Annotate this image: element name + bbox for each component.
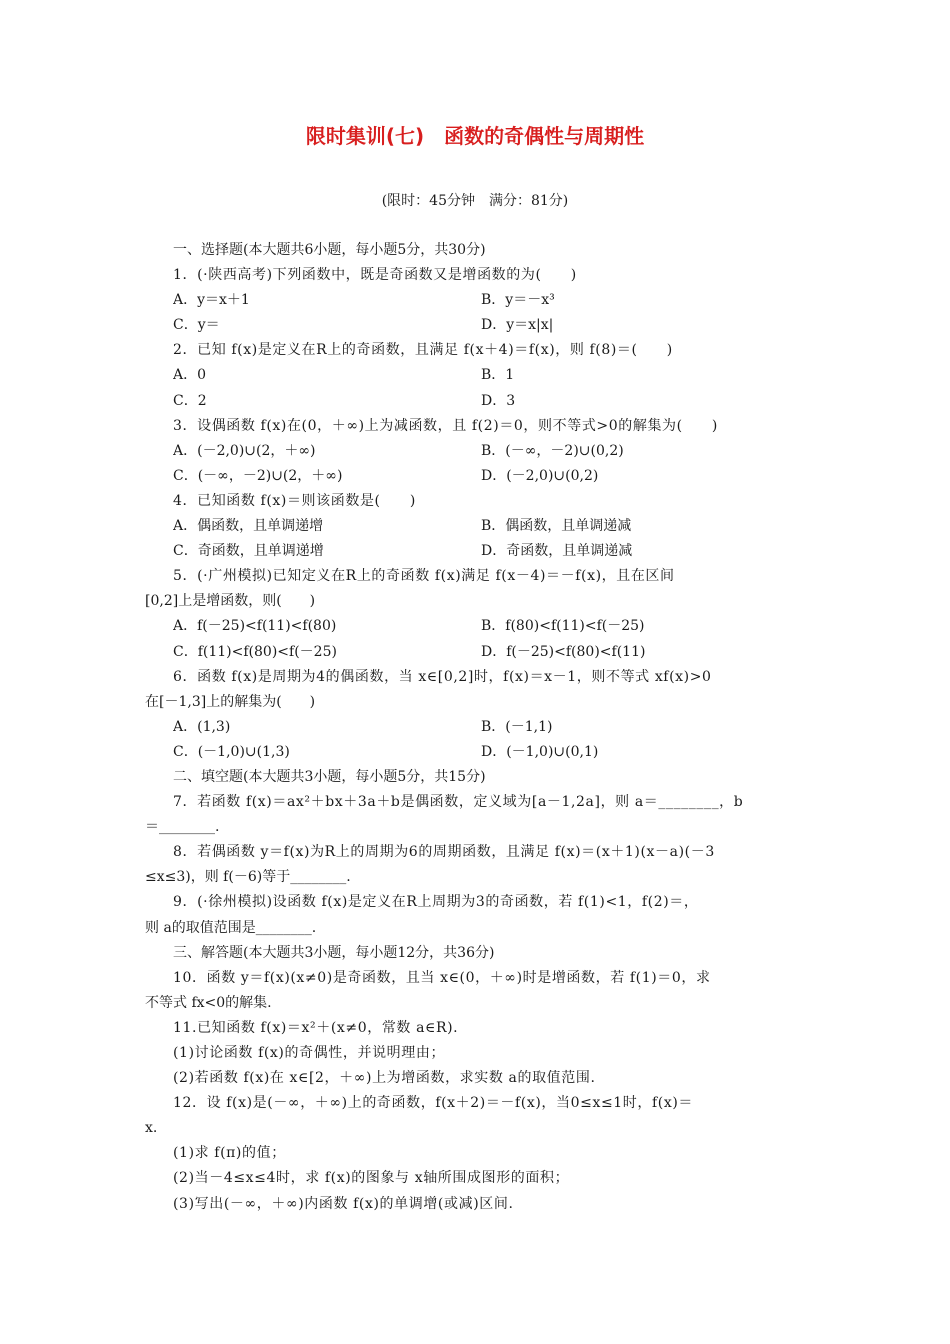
answer-option: C．y＝	[173, 317, 220, 334]
answer-option: A．偶函数，且单调递增	[173, 518, 324, 535]
question-text: 11.已知函数 f(x)＝x²＋(x≠0，常数 a∈R).	[173, 1019, 459, 1036]
question-text-continued: 不等式 fx<0的解集.	[145, 994, 272, 1011]
question-text: 5．(·广州模拟)已知定义在R上的奇函数 f(x)满足 f(x－4)＝－f(x)，且在区间	[173, 568, 675, 585]
question-text: 8．若偶函数 y＝f(x)为R上的周期为6的周期函数，且满足 f(x)＝(x＋1)(x－a)(－3	[173, 844, 715, 861]
answer-option: D．奇函数，且单调递减	[481, 543, 633, 560]
answer-option-row	[145, 439, 810, 464]
question-text: 9．(·徐州模拟)设函数 f(x)是定义在R上周期为3的奇函数，若 f(1)<1，f(2)＝，	[173, 894, 699, 911]
question-text: 4．已知函数 f(x)＝则该函数是( )	[173, 492, 416, 509]
time-limit-subtitle: (限时：45分钟 满分：81分)	[381, 193, 569, 209]
answer-option: C．奇函数，且单调递增	[173, 543, 324, 560]
answer-option: B．f(80)<f(11)<f(－25)	[481, 618, 645, 635]
answer-option: A．y＝x＋1	[173, 292, 250, 309]
question-text: 6．函数 f(x)是周期为4的偶函数，当 x∈[0,2]时，f(x)＝x－1，则不等式 xf(x)>0	[173, 668, 712, 685]
answer-option-row	[145, 389, 810, 414]
question-list	[145, 238, 810, 1217]
question-text-continued: [0,2]上是增函数，则( )	[145, 593, 316, 610]
question-text-continued: ≤x≤3)，则 f(－6)等于________.	[145, 869, 351, 886]
answer-option: B．y＝－x³	[481, 292, 555, 309]
question-text: (1)讨论函数 f(x)的奇偶性，并说明理由；	[173, 1045, 446, 1061]
answer-option-row	[145, 539, 810, 564]
question-text: 12．设 f(x)是(－∞，＋∞)上的奇函数，f(x＋2)＝－f(x)，当0≤x≤1时，f(x)＝	[173, 1095, 693, 1112]
question-text: (2)当－4≤x≤4时，求 f(x)的图象与 x轴所围成图形的面积；	[173, 1170, 570, 1187]
answer-option: B．1	[481, 367, 515, 384]
answer-option: A．0	[173, 367, 207, 384]
answer-option: A．(－2,0)∪(2，＋∞)	[173, 442, 316, 459]
page-title: 限时集训(七) 函数的奇偶性与周期性	[305, 124, 645, 148]
question-text-continued: ＝________.	[145, 819, 220, 836]
question-text: (2)若函数 f(x)在 x∈[2，＋∞)上为增函数，求实数 a的取值范围.	[173, 1070, 596, 1087]
answer-option-row	[145, 514, 810, 539]
answer-option-row	[145, 288, 810, 313]
answer-option-row	[145, 715, 810, 740]
question-text: 2．已知 f(x)是定义在R上的奇函数，且满足 f(x＋4)＝f(x)，则 f(8)＝( )	[173, 342, 673, 359]
answer-option-row	[145, 740, 810, 765]
answer-option: B．(－1,1)	[481, 718, 553, 735]
answer-option: A．(1,3)	[173, 718, 231, 735]
question-text: (1)求 f(π)的值；	[173, 1145, 286, 1162]
answer-option: D．f(－25)<f(80)<f(11)	[481, 643, 646, 660]
answer-option: C．(－∞，－2)∪(2，＋∞)	[173, 467, 343, 484]
section-heading: 三、解答题(本大题共3小题，每小题12分，共36分)	[173, 944, 495, 961]
question-text: 10．函数 y＝f(x)(x≠0)是奇函数，且当 x∈(0，＋∞)时是增函数，若 f(1)＝0，求	[173, 969, 711, 986]
answer-option-row	[145, 313, 810, 338]
question-text-continued: x.	[145, 1120, 158, 1137]
question-text: (3)写出(－∞，＋∞)内函数 f(x)的单调增(或减)区间.	[173, 1195, 514, 1212]
answer-option: B．(－∞，－2)∪(0,2)	[481, 442, 624, 459]
section-heading: 二、填空题(本大题共3小题，每小题5分，共15分)	[173, 768, 486, 785]
answer-option: B．偶函数，且单调递减	[481, 518, 632, 535]
question-text: 7．若函数 f(x)＝ax²＋bx＋3a＋b是偶函数，定义域为[a－1,2a]，则 a＝________，b	[173, 794, 744, 811]
question-text: 3．设偶函数 f(x)在(0，＋∞)上为减函数，且 f(2)＝0，则不等式>0的解集为( )	[173, 417, 718, 434]
answer-option: D．3	[481, 392, 516, 409]
answer-option-row	[145, 464, 810, 489]
answer-option: D．(－1,0)∪(0,1)	[481, 743, 599, 760]
section-heading: 一、选择题(本大题共6小题，每小题5分，共30分)	[173, 242, 486, 258]
answer-option-row	[145, 640, 810, 665]
answer-option-row	[145, 363, 810, 388]
answer-option: D．(－2,0)∪(0,2)	[481, 467, 599, 484]
answer-option: C．2	[173, 392, 207, 409]
question-text: 1．(·陕西高考)下列函数中，既是奇函数又是增函数的为( )	[173, 267, 577, 284]
answer-option: A．f(－25)<f(11)<f(80)	[173, 618, 337, 635]
answer-option-row	[145, 614, 810, 639]
question-text-continued: 则 a的取值范围是________.	[145, 919, 317, 936]
answer-option: C．f(11)<f(80)<f(－25)	[173, 643, 337, 660]
question-text-continued: 在[－1,3]上的解集为( )	[145, 693, 316, 710]
answer-option: D．y＝x|x|	[481, 317, 554, 334]
answer-option: C．(－1,0)∪(1,3)	[173, 743, 290, 760]
